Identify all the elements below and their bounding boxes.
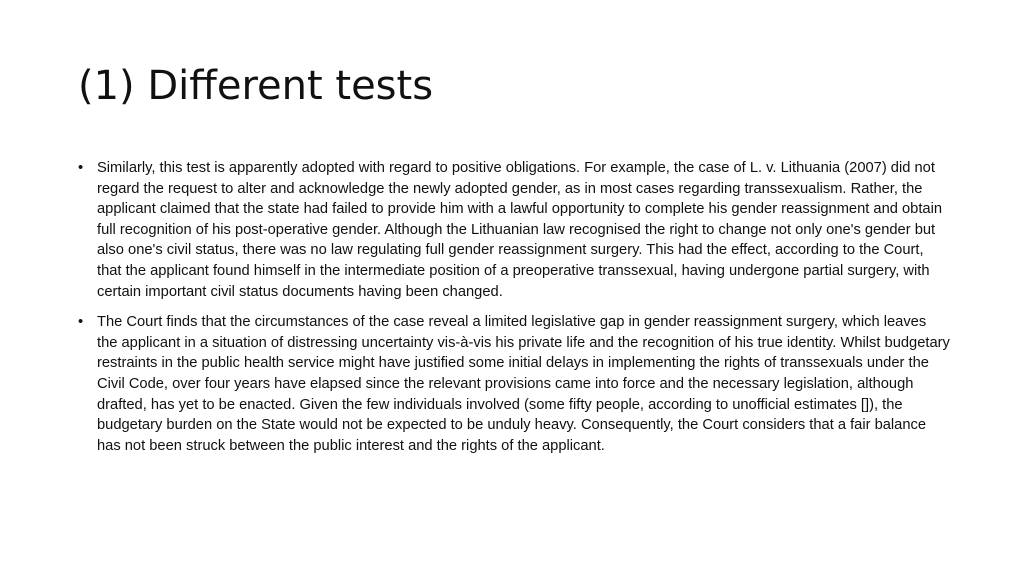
slide-title: (1) Different tests <box>78 63 434 109</box>
bullet-item <box>78 312 950 456</box>
bullet-text: The Court finds that the circumstances of the case reveal a limited legislative gap in gender reassignment surgery, which leaves the applicant in a situation of distressing uncertainty vis-à-vis his private life and the recognition of his true identity. Whilst budgetary restraints in the public health service might have justified some initial delays in implementing the rights of transsexuals under the Civil Code, over four years have elapsed since the relevant provisions came into force and the necessary legislation, although drafted, has yet to be enacted. Given the few individuals involved (some fifty people, according to unofficial estimates []), the budgetary burden on the State would not be expected to be unduly heavy. Consequently, the Court considers that a fair balance has not been struck between the public interest and the rights of the applicant. <box>97 314 950 454</box>
bullet-icon: • <box>78 314 84 331</box>
bullet-list <box>78 158 950 466</box>
bullet-text: Similarly, this test is apparently adopted with regard to positive obligations. For example, the case of L. v. Lithuania (2007) did not regard the request to alter and acknowledge the newly adopted gender, as in most cases regarding transsexualism. Rather, the applicant claimed that the state had failed to provide him with a lawful opportunity to complete his gender reassignment and obtain full recognition of his post-operative gender. Although the Lithuanian law recognised the right to change not only one's gender but also one's civil status, there was no law regulating full gender reassignment surgery. This had the effect, according to the Court, that the applicant found himself in the intermediate position of a preoperative transsexual, having undergone partial surgery, with certain important civil status documents having been changed. <box>97 160 943 300</box>
bullet-icon: • <box>78 160 84 176</box>
bullet-item <box>78 158 950 302</box>
